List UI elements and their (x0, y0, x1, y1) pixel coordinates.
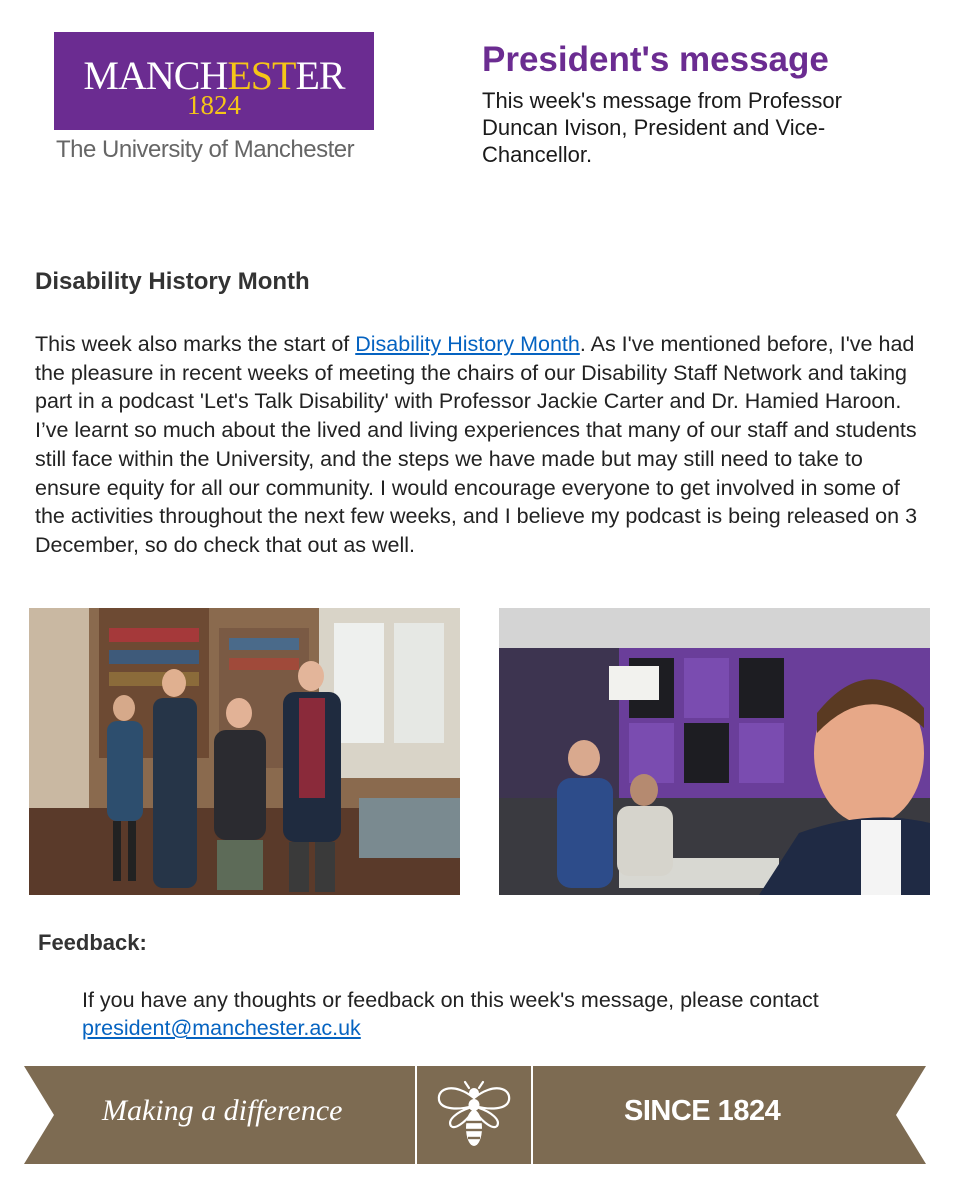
footer-banner (24, 1066, 926, 1164)
president-email-link[interactable]: president@manchester.ac.uk (82, 1016, 361, 1040)
banner-tagline: Making a difference (102, 1094, 343, 1127)
logo-box (54, 32, 374, 130)
logo-year: 1824 (187, 90, 241, 120)
section-title: Disability History Month (35, 268, 310, 295)
photo-library-group (29, 608, 460, 895)
logo-wordmark: MANCHESTER (83, 53, 345, 98)
university-logo (54, 32, 376, 164)
body-text-start: This week also marks the start of (35, 332, 356, 356)
disability-history-month-link[interactable]: Disability History Month (355, 332, 580, 356)
feedback-text (82, 986, 902, 1042)
body-text-rest: . As I've mentioned before, I've had the pleasure in recent weeks of meeting the chairs of our Disability Staff Network and taking part in a podcast 'Let's Talk Disability' with Professor Jackie Carter and Dr. Hamied Haroon. I’ve learnt so much about the lived and living experiences that many of our staff and students still face within the University, and the steps we have made but may still need to take to ensure equity for all our community. I would encourage everyone to get involved in some of the activities throughout the next few weeks, and I believe my podcast is being released on 3 December, so do check that out as well. (35, 332, 918, 557)
section-body (35, 330, 925, 560)
page-title: President's message (482, 40, 829, 79)
bee-icon (429, 1078, 519, 1154)
photo-library-group-image (29, 608, 460, 895)
feedback-title: Feedback: (38, 930, 147, 955)
banner-since: SINCE 1824 (624, 1095, 781, 1127)
page-description: This week's message from Professor Duncan Ivison, President and Vice-Chancellor. (482, 88, 842, 167)
photo-podcast-studio-image (499, 608, 930, 895)
feedback-prompt: If you have any thoughts or feedback on this week's message, please contact (82, 988, 819, 1012)
logo-subtitle: The University of Manchester (56, 136, 355, 163)
photo-podcast-studio (499, 608, 930, 895)
